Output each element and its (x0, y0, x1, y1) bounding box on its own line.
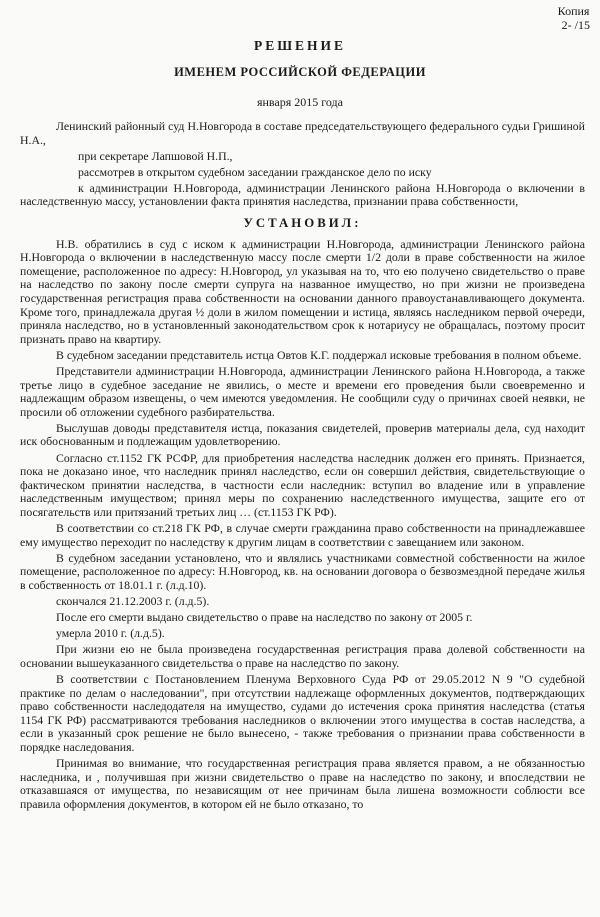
paragraph-ownership: В судебном заседании установлено, что и являлись участниками совместной собственности на жилое помещение, расположенное по адресу: Н.Новгород, кв. на основании договора о безвозмездной передаче жилья в собственность от 18.01.1 г. (л.д.10). (20, 550, 585, 592)
paragraph-death-1: скончался 21.12.2003 г. (л.д.5). (56, 594, 210, 608)
document-body (20, 120, 585, 814)
paragraph-no-registration: При жизни ею не была произведена государственная регистрация права долевой собственности на основании вышеуказанного свидетельства о праве на наследство по закону. (20, 642, 585, 670)
paragraph-conclusion: Принимая во внимание, что государственная регистрация права является правом, а не обязанностью наследника, и , получившая при жизни свидетельство о праве на наследство по закону, и впоследствии не отказавшаяся от имущества, по независящим от нее причинам была лишена возможности соблюсти все правила оформления документов, в котором ей не было отказано, то (20, 756, 585, 811)
paragraph-claim: Н.В. обратились в суд с иском к администрации Н.Новгорода, администрации Ленинского района Н.Новгорода о включении в наследственную массу после смерти 1/2 доли в праве собственности на жилое помещение, расположенное по адресу: Н.Новгород, ул указывая на то, что ею получено свидетельство о праве на наследство по закону после смерти супруга на названное имущество, но при жизни не произведена государственная регистрация права собственности на основании данного правоустанавливающего документа. Кроме того, принадлежала другая ½ доли в жилом помещении и истица, являясь наследником первой очереди, приняла наследство, но в установленный законодательством срок к нотариусу не обращалась, поэтому просит признать право на квартиру. (20, 236, 585, 346)
copy-label: Копия (557, 4, 590, 18)
intro-claim: к администрации Н.Новгорода, администрации Ленинского района Н.Новгорода о включении в наследственную массу, установлении факта принятия наследства, признании права собственности, (20, 180, 585, 209)
paragraph-article-218: В соответствии со ст.218 ГК РФ, в случае смерти гражданина право собственности на принадлежавшее ему имущество переходит по наследству к другим лицам в соответствии с завещанием или законом. (20, 521, 585, 549)
paragraph-plenum: В соответствии с Постановлением Пленума Верховного Суда РФ от 29.05.2012 N 9 "О судебной практике по делам о наследовании", при отсутствии надлежаще оформленных документов, подтверждающих право собственности наследодателя на имущество, судами до истечения срока принятия наследства (статья 1154 ГК РФ) рассматриваются требования наследников о включении этого имущества в состав наследства, а если в указанный срок решение не было вынесено, - также требования о признании права собственности в порядке наследования. (20, 671, 585, 754)
paragraph-death-2: умерла 2010 г. (л.д.5). (56, 626, 165, 641)
case-number: 2- /15 (561, 18, 590, 32)
paragraph-article-1152: Согласно ст.1152 ГК РСФР, для приобретения наследства наследник должен его принять. Признается, пока не доказано иное, что наследник принял наследство, если он совершил действия, свидетельствующие о фактическом принятии наследства, в частности если наследник: вступил во владение или в управление наследственным имуществом; принял меры по сохранению наследственного имущества, защите его от посягательств или притязаний третьих лиц … (ст.1153 ГК РФ). (20, 450, 585, 519)
paragraph-representative: В судебном заседании представитель истца Овтов К.Г. поддержал исковые требования в полном объеме. (56, 347, 582, 362)
paragraph-court-finding: Выслушав доводы представителя истца, показания свидетелей, проверив материалы дела, суд находит иск обоснованным и подлежащим удовлетворению. (20, 420, 585, 449)
document-title: РЕШЕНИЕ (253, 38, 347, 53)
intro-court: Ленинский районный суд Н.Новгорода в составе председательствующего федерального судьи Гришиной Н.А., (20, 119, 585, 147)
intro-case: рассмотрев в открытом судебном заседании гражданское дело по иску (78, 164, 432, 179)
copy-stamp (558, 4, 590, 32)
paragraph-defendants: Представители администрации Н.Новгорода, администрации Ленинского района Н.Новгорода, а также третье лицо в судебное заседание не явились, о месте и времени его проведения были своевременно и надлежащим образом извещены, о чем имеются уведомления. Не сообщили суду о причинах своей неявки, не просили об отложении судебного разбирательства. (20, 364, 585, 419)
paragraph-certificate: После его смерти выдано свидетельство о праве на наследство по закону от 2005 г. (56, 610, 473, 625)
decision-date: января 2015 года (256, 95, 343, 109)
document-subtitle: ИМЕНЕМ РОССИЙСКОЙ ФЕДЕРАЦИИ (174, 65, 426, 79)
intro-secretary: при секретаре Лапшовой Н.П., (78, 148, 233, 163)
established-heading: УСТАНОВИЛ: (243, 216, 362, 231)
